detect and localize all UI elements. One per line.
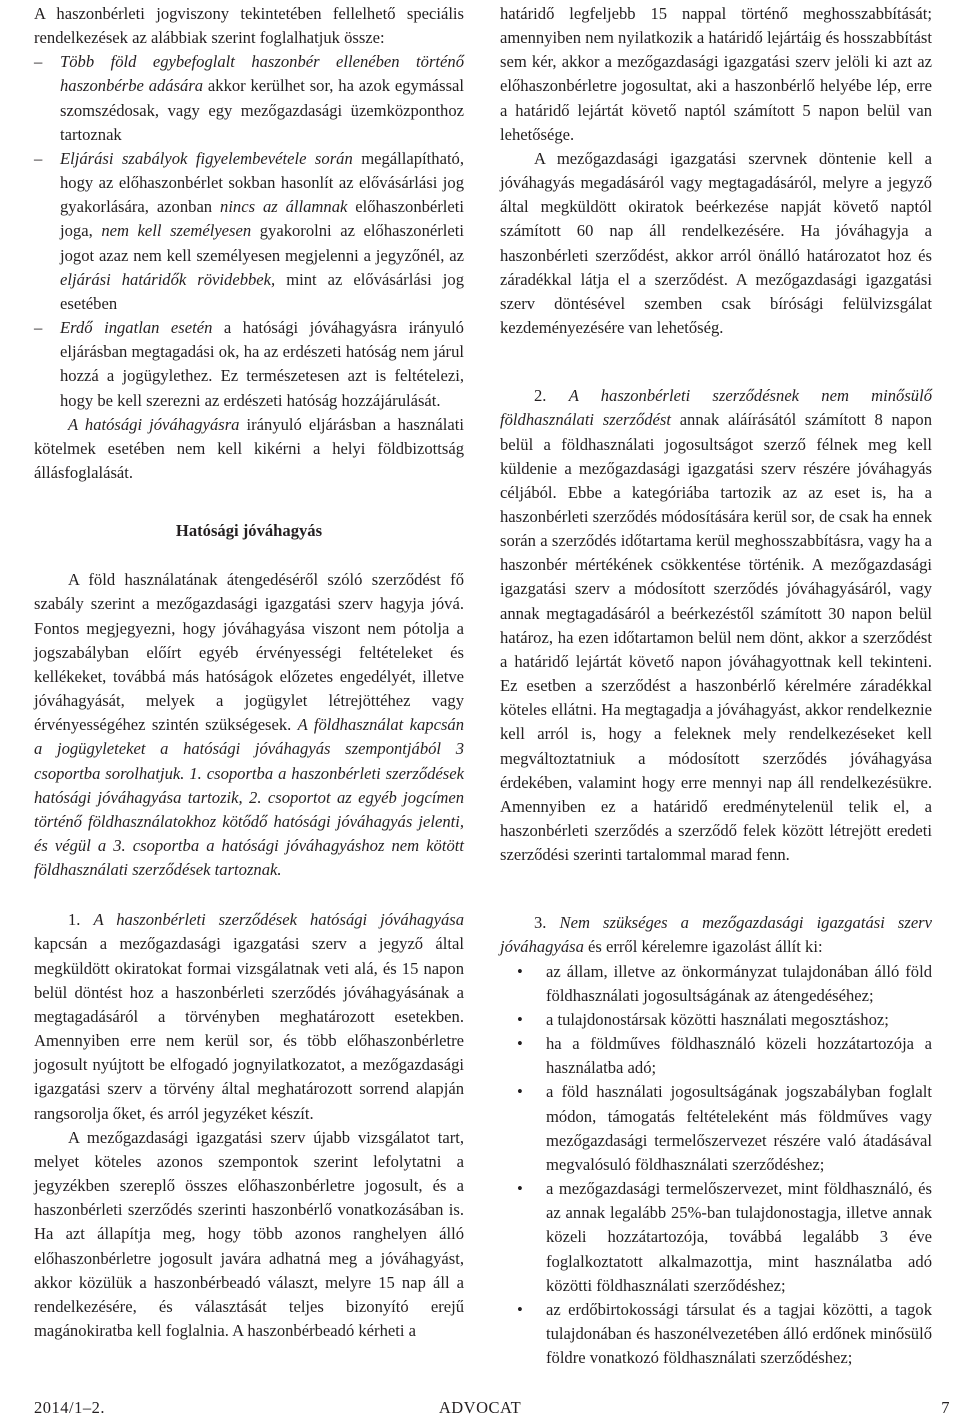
dash-item-italic: nem kell személyesen — [101, 221, 252, 241]
list-item-text: ha a földműves földhasználó közeli hozzátartozója a használatba adó; — [546, 1034, 932, 1078]
paragraph-text: irányuló eljárásban a használati kötelmek esetében nem kell kikérni a helyi földbizottság állásfoglalását. — [34, 414, 464, 482]
numbered-paragraph-3 — [500, 911, 932, 959]
list-item-text: az állam, illetve az önkormányzat tulajdonában álló föld földhasználati jogosultságának az átengedéséhez; — [546, 961, 932, 1005]
bullet-marker: • — [517, 961, 523, 981]
bullet-marker: • — [517, 1299, 523, 1319]
dash-item-italic: Erdő ingatlan esetén — [60, 318, 213, 338]
section-heading: Hatósági jóváhagyás — [175, 521, 323, 541]
dash-item-text: a hatósági jóváhagyásra irányuló eljárásban megtagadási ok, ha az erdészeti hatóság nem járul hozzá a jogügylethez. Ez természetesen azt is feltételezi, hogy be kell szerezni az erdészeti hatóság hozzájárulását. — [60, 318, 464, 410]
list-item-text: a tulajdonostársak közötti használati megosztáshoz; — [546, 1009, 889, 1029]
jovahagyas-paragraph — [34, 413, 464, 485]
paragraph-italic: A hatósági jóváhagyásra — [68, 414, 240, 434]
dash-item-text: mint az elővásárlási jog esetében — [60, 269, 464, 313]
dash-item-italic: eljárási határidők rövidebbek, — [60, 269, 276, 289]
paragraph-text: annak aláírásától számított 8 napon belül a földhasználati jogosultságot szerző félnek meg kell küldenie a mezőgazdasági igazgatási szerv részére jóváhagyás céljából. Ebbe a kategóriába tartozik az az eset is, ha a haszonbérleti szerződés módosítására kerül sor, de csak ha ennek során a szerződés időtartama kerül meghosszabbításra, vagy ha a haszonbér mértékének csökkentése történik. A mezőgazdasági igazgatási szerv a módosított szerződés jóváhagyásáról, vagy annak megtagadásáról a beérkezéstől számított 30 napon belül határoz, ha ezen időtartamon belül nem dönt, akkor a szerződést a határidő lejártát követő napon jóváhagyottnak kell tekinteni. Ez esetben a szerződést a haszonbérlő kérelmére záradékkal köteles ellátni. Ha megtagadja a jóváhagyást, akkor rendelkeznie kell arról is, hogy a feleknek mely rendelkezéseket kell megváltoztatniuk a módosított szerződés jóváhagyása érdekében, valamint hogy erre mennyi nap áll rendelkezésükre. Amennyiben ez a határidő eredménytelenül telik el, a haszonbérleti szerződés a szerződő felek között létrejött eredeti szerződési szerinti tartalommal marad fenn. — [500, 410, 932, 865]
list-item — [500, 1080, 932, 1177]
numbered-paragraph-2 — [500, 384, 932, 867]
page-number: 7 — [941, 1398, 950, 1417]
dash-item — [34, 316, 464, 413]
paragraph-italic: Nem szükséges a mezőgazdasági igazgatási szerv jóváhagyása — [500, 913, 933, 957]
continued-paragraph: határidő legfeljebb 15 nappal történő meghosszabbítását; amennyiben nem nyilatkozik a határidő lejártáig és hosszabbítást sem kér, akkor a mezőgazdasági igazgatási szerv jelöli ki azt az előhaszonbérletre jogosultat, aki a haszonbérlő helyébe lép, erre a határidő lejártát követő naptól számított 5 napon belül van lehetősége. — [500, 4, 932, 144]
right-column — [500, 2, 932, 1370]
paragraph-text: kapcsán a mezőgazdasági igazgatási szerv a jegyző által megküldött okiratokat formai vizsgálatnak veti alá, és 15 napon belül döntést hoz a haszonbérleti szerződés jóváhagyásának a megtagadásáról a törvényben meghatározott esetekben. Amennyiben erre nem kerül sor, és több előhaszonbérletre jogosult nyújtott be elfogadó jognyilatkozatot, a mezőgazdasági igazgatási szerv a törvény által meghatározott sorrend alapján rangsorolja őket, és arról jegyzéket készít. — [34, 934, 464, 1123]
intro-paragraph: A haszonbérleti jogviszony tekintetében fellelhető speciális rendelkezések az alábbiak szerint foglalhatjuk össze: — [34, 4, 464, 48]
paragraph-number: 3. — [534, 913, 560, 933]
paragraph-number: 1. — [68, 910, 94, 930]
paragraph-italic: A haszonbérleti szerződésnek nem minősülő földhasználati szerződést — [500, 386, 933, 430]
dash-item-italic: Eljárási szabályok figyelembevétele során — [60, 148, 353, 168]
bullet-marker: • — [517, 1034, 523, 1054]
dash-item — [34, 50, 464, 147]
page-footer — [0, 1398, 960, 1425]
list-item — [500, 1298, 932, 1370]
decision-paragraph: A mezőgazdasági igazgatási szervnek döntenie kell a jóváhagyás megadásáról vagy megtagadásáról, melyre a jegyző által megküldött okiratok beérkezése napját követő naptól számított 60 nap áll rendelkezésére. Ha jóváhagyja a haszonbérleti szerződést, akkor arról önálló határozatot hoz és záradékkal látja el a szerződést. A mezőgazdasági igazgatási szerv döntésével szemben csak bírósági felülvizsgálat kezdeményezésére van lehetőség. — [500, 148, 932, 338]
dash-item-text: előhaszonbérleti joga, — [60, 197, 464, 241]
paragraph-text: és erről kérelemre igazolást állít ki: — [583, 937, 823, 957]
dash-marker: – — [34, 148, 43, 168]
bullet-marker: • — [517, 1009, 523, 1029]
list-item — [500, 1008, 932, 1032]
dash-item-italic: nincs az államnak — [220, 197, 348, 217]
dash-marker: – — [34, 52, 43, 72]
list-item — [500, 1032, 932, 1080]
bullet-marker: • — [517, 1082, 523, 1102]
dash-item-text: akkor kerülhet sor, ha azok egymással szomszédosak, vagy egy mezőgazdasági üzemközponthoz tartoznak — [60, 76, 464, 144]
list-item — [500, 1177, 932, 1298]
numbered-paragraph-1 — [34, 908, 464, 1125]
list-item-text: a föld használati jogosultságának jogszabályban foglalt módon, támogatás feltételeként más földműves vagy mezőgazdasági termelőszervezet részére való átadásával megvalósuló földhasználati szerződéshez; — [546, 1082, 932, 1174]
magazine-name: ADVOCAT — [438, 1398, 522, 1417]
dash-marker: – — [34, 318, 43, 338]
approval-paragraph — [34, 568, 464, 882]
list-item — [500, 960, 932, 1008]
paragraph-number: 2. — [534, 386, 569, 406]
dash-item-text: gyakorolni az előhaszonérleti jogot azaz nem kell személyesen megjelenni a jegyzőnél, az — [60, 221, 464, 265]
paragraph-italic: A földhasználat kapcsán a jogügyleteket a hatósági jóváhagyás szempontjából 3 csoportba sorolhatjuk. 1. csoportba a haszonbérleti szerződések hatósági jóváhagyása tartozik, 2. csoportot az egyéb jogcímen történő földhasználatokhoz kötődő hatósági jóváhagyás jelenti, és végül a 3. csoportba a hatósági jóváhagyáshoz nem kötött földhasználati szerződések tartoznak. — [34, 715, 464, 880]
exemption-list — [500, 960, 932, 1371]
body-paragraph: A mezőgazdasági igazgatási szerv újabb vizsgálatot tart, melyet köteles azonos szempontok szerint lefolytatni a jegyzékben szereplő összes előhaszonbérletre jogosult, és a haszonbérleti szerződés szerinti haszonbérlő vonatkozásában is. Ha azt állapítja meg, hogy több azonos ranghelyen álló előhaszonbérletre jogosult javára adhatná meg a jóváhagyást, akkor közülük a haszonbérbeadó választ, melyre 15 nap áll a rendelkezésére, és választását teljes bizonyító erejű magánokiratba kell foglalnia. A haszonbérbeadó kérheti a — [34, 1127, 464, 1340]
dash-item-italic: Több föld egybefoglalt haszonbér ellenében történő haszonbérbe adására — [60, 52, 464, 96]
dash-item — [34, 147, 464, 316]
list-item-text: az erdőbirtokossági társulat és a tagjai közötti, a tagok tulajdonában és haszonélvezetében álló erdőnek minősülő földre vonatkozó földhasználati szerződéshez; — [546, 1299, 932, 1368]
list-item-text: a mezőgazdasági termelőszervezet, mint földhasználó, és az annak legalább 25%-ban tulajdonostagja, illetve annak közeli hozzátartozója, továbbá legalább 3 éve foglalkoztatott alkalmazottja, mint használatba adó közötti földhasználati szerződéshez; — [546, 1179, 932, 1295]
paragraph-italic: A haszonbérleti szerződések hatósági jóváhagyása — [93, 910, 465, 930]
issue-number: 2014/1–2. — [34, 1398, 105, 1417]
paragraph-text: A föld használatának átengedéséről szóló szerződést fő szabály szerint a mezőgazdasági igazgatási szerv hagyja jóvá. Fontos megjegyezni, hogy jóváhagyása viszont nem pótolja a jogszabályban előírt egyéb érvényességi feltételeket és kellékeket, továbbá más hatóságok előzetes engedélyét, illetve jóváhagyását, melyek a jogügylet létrejöttéhez vagy érvényességéhez szintén szükségesek. — [34, 570, 464, 735]
dash-item-text: megállapítható, hogy az előhaszonbérlet sokban hasonlít az elővásárlási jog gyakorlására, azonban — [60, 148, 464, 217]
bullet-marker: • — [517, 1179, 523, 1199]
left-column — [34, 2, 464, 1343]
